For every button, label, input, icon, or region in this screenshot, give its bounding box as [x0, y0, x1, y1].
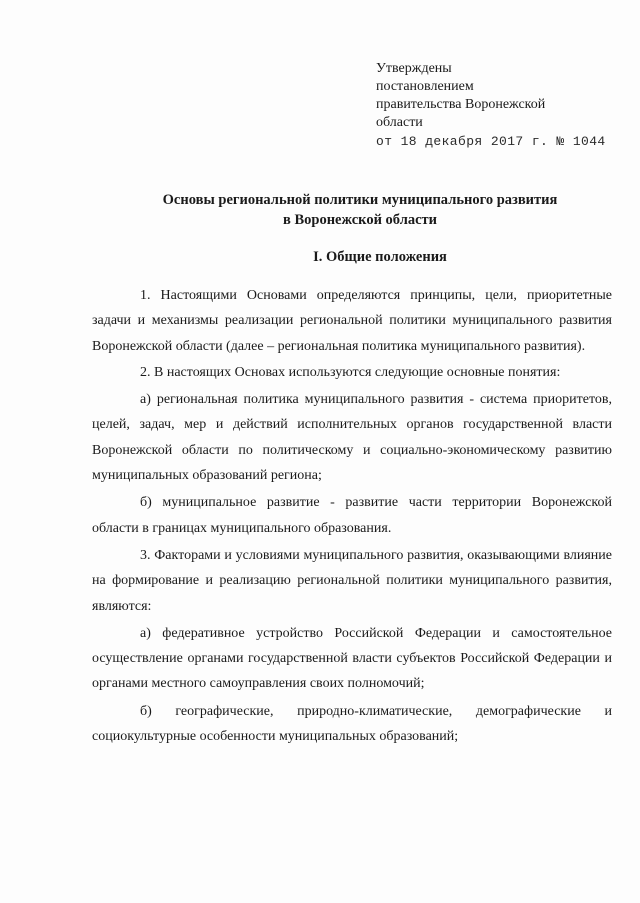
- paragraph-2b: б) муниципальное развитие - развитие части территории Воронежской области в границах муниципального образования.: [92, 495, 612, 536]
- document-title: [100, 190, 620, 230]
- paragraph-3: 3. Факторами и условиями муниципального развития, оказывающими влияние на формирование и реализацию региональной политики муниципального развития, являются:: [92, 547, 612, 614]
- approval-line-2: постановлением: [376, 79, 474, 94]
- paragraph-1: 1. Настоящими Основами определяются принципы, цели, приоритетные задачи и механизмы реализации региональной политики муниципального развития Воронежской области (далее – региональная политика муниципального развития).: [92, 288, 612, 354]
- section-heading: I. Общие положения: [313, 249, 447, 265]
- paragraph-2: 2. В настоящих Основах используются следующие основные понятия:: [140, 364, 561, 380]
- paragraph-3b: б) географические, природно-климатические, демографические и социокультурные особенности муниципальных образований;: [92, 703, 612, 745]
- approval-line-4: области: [376, 115, 423, 130]
- approval-line-1: Утверждены: [376, 61, 452, 76]
- approval-line-3: правительства Воронежской: [376, 97, 546, 112]
- paragraph-2a: а) региональная политика муниципального развития - система приоритетов, целей, задач, мер и действий исполнительных органов государственной власти Воронежской области по политическому и социально-экономическому развитию муниципальных образований региона;: [92, 392, 612, 484]
- paragraph-3a: а) федеративное устройство Российской Федерации и самостоятельное осуществление органами государственной власти субъектов Российской Федерации и органами местного самоуправления своих полномочий;: [92, 625, 612, 692]
- title-line-1: Основы региональной политики муниципального развития: [162, 192, 558, 208]
- title-line-2: в Воронежской области: [283, 212, 437, 228]
- approval-date-number: от 18 декабря 2017 г. № 1044: [376, 134, 606, 149]
- approval-stamp: [376, 60, 626, 151]
- document-body: [92, 283, 612, 749]
